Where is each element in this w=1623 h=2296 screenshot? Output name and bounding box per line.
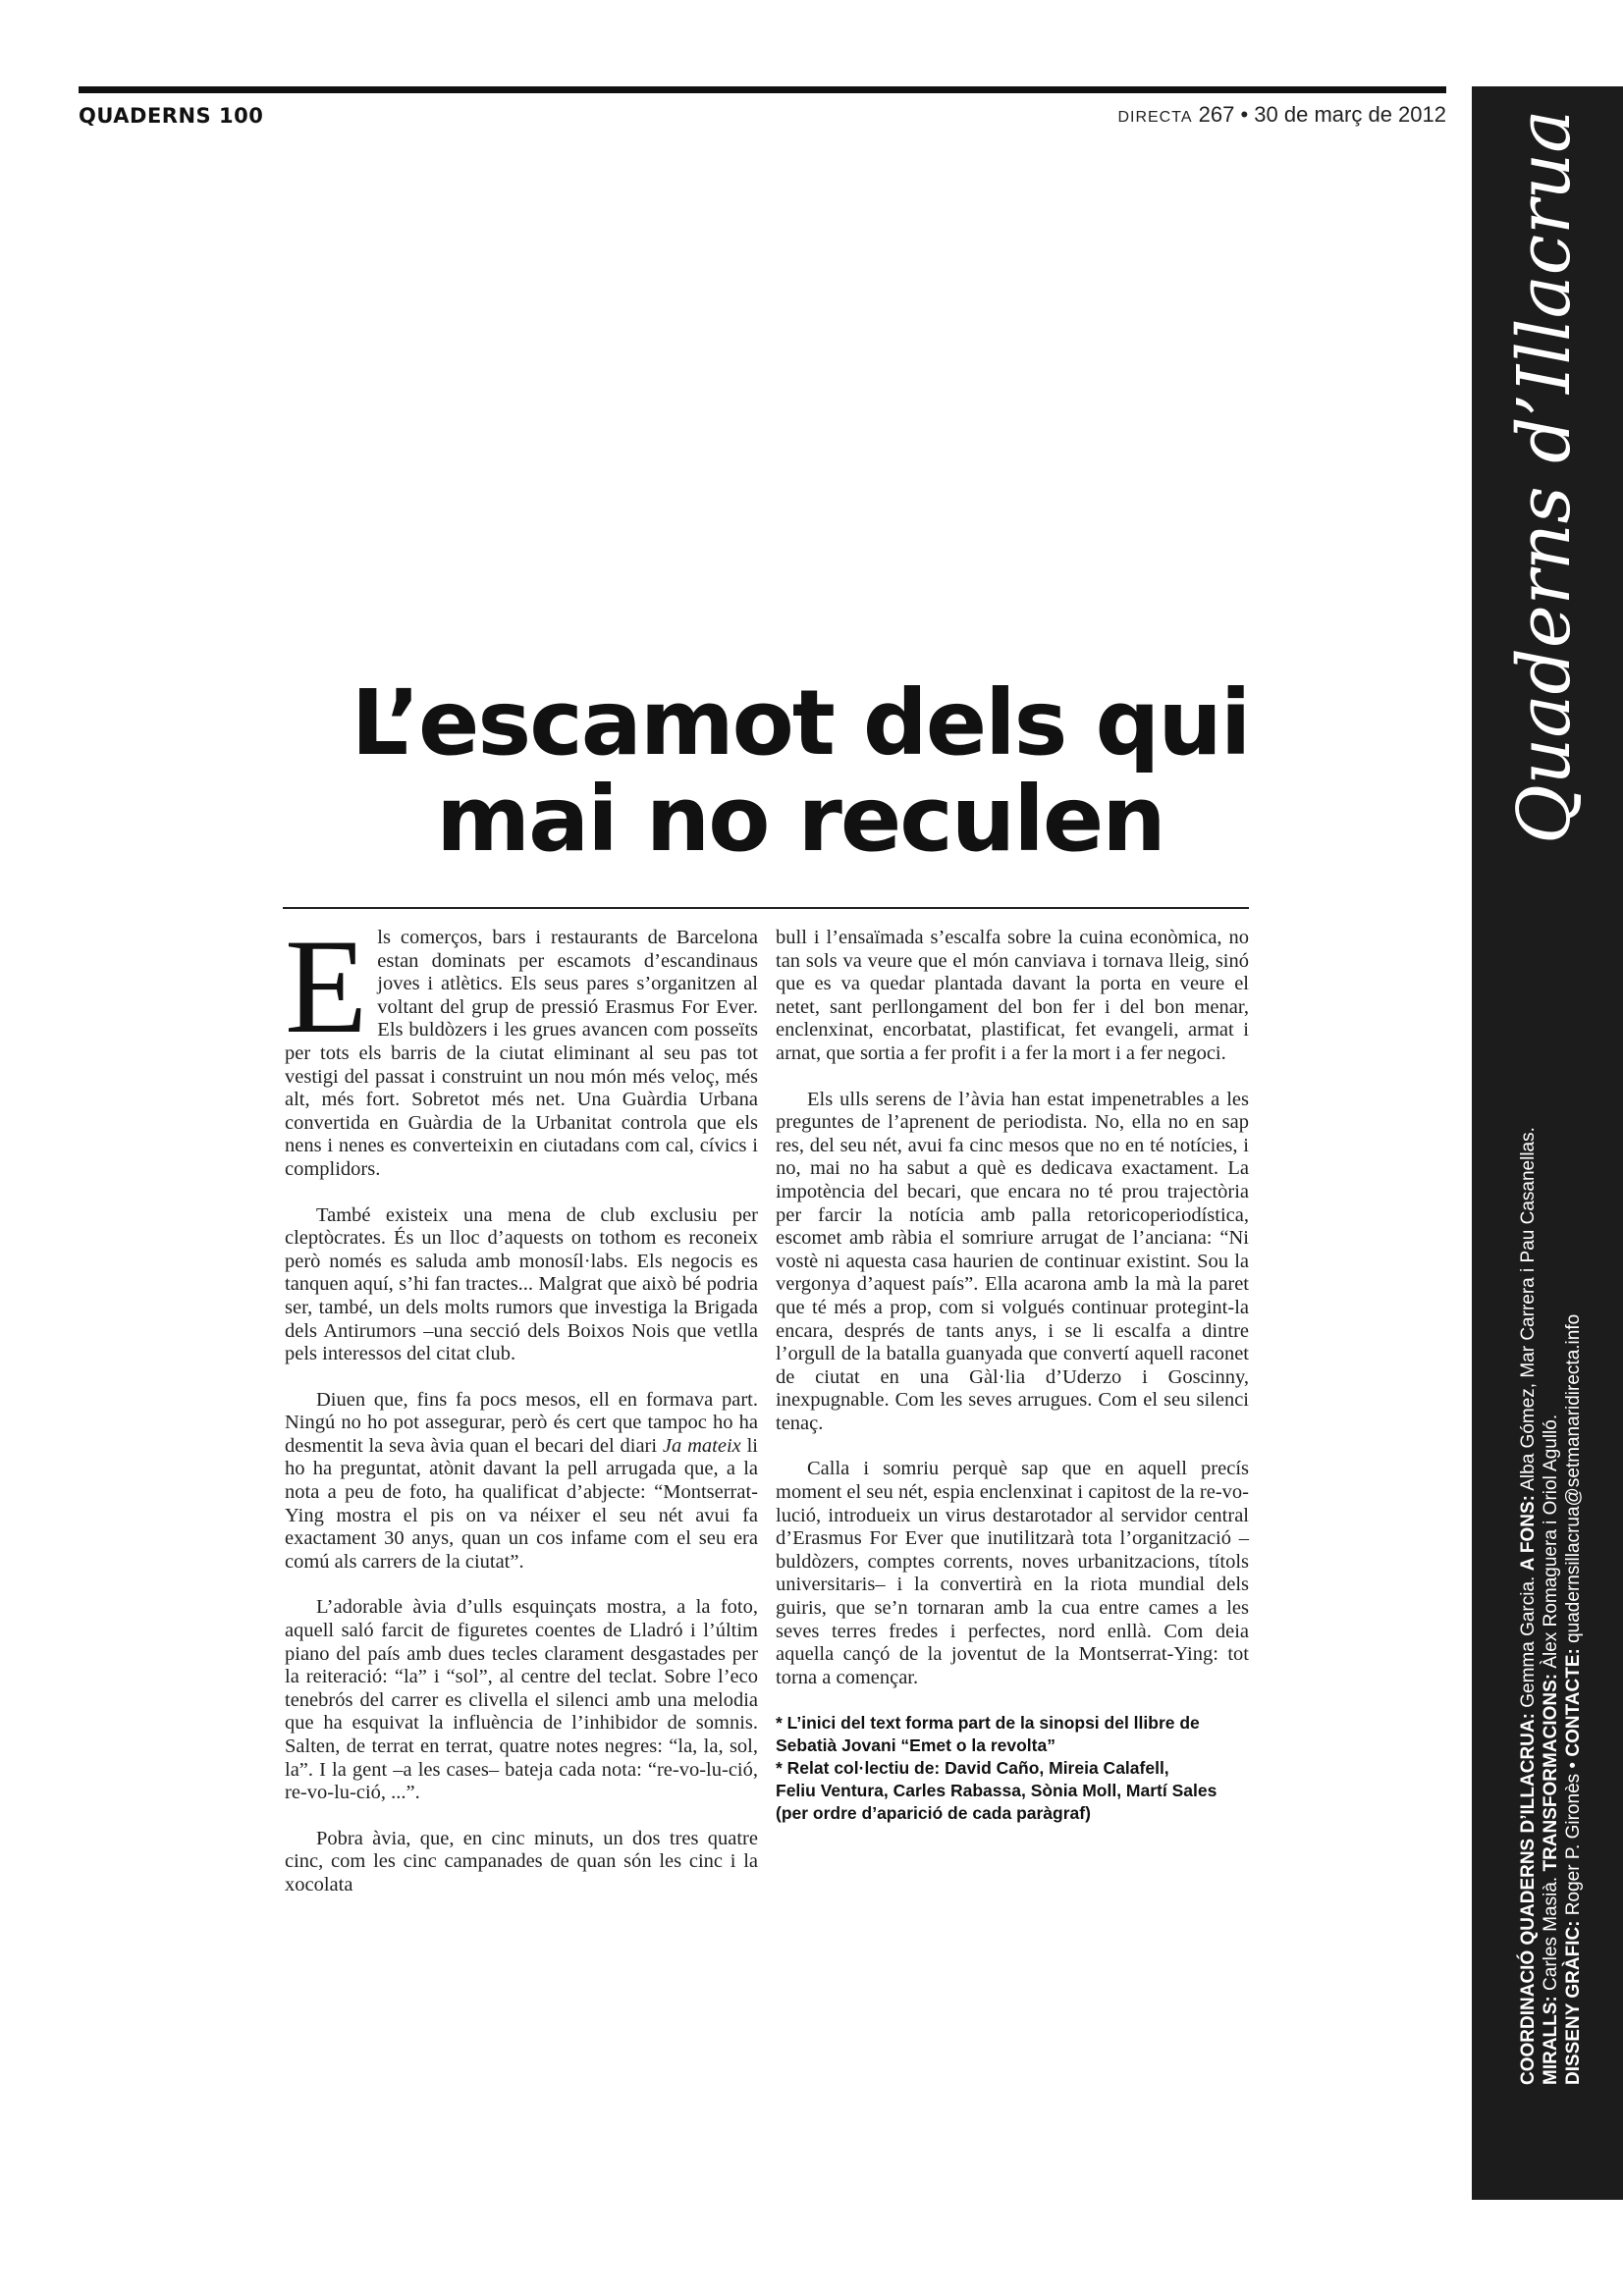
top-rule <box>79 86 1446 93</box>
paragraph-3: Diuen que, fins fa pocs mesos, ell en formava part. Ningú no ho pot assegurar, però és cert que tampoc ho ha desmentit la seva àvia quan el becari del diari Ja mateix li ho ha preguntat, atònit davant la pell arrugada que, a la nota a peu de foto, ha qualificat d’abjecte: “Montserrat-Ying mostra el pis on va néixer el seu nét avui fa exactament 30 anys, quan un cos infame com el seu era comú als carrers de la ciutat”. <box>285 1388 758 1573</box>
issue-number: 267 <box>1198 102 1235 127</box>
credits <box>1517 1127 1585 2085</box>
drop-cap: E <box>285 911 368 1061</box>
article-column-left <box>285 911 758 1920</box>
separator-bullet: • <box>1240 102 1249 127</box>
article-headline <box>285 670 1316 872</box>
contacte-email[interactable]: quadernsillacrua@setmanaridirecta.info <box>1563 1313 1584 1643</box>
coordination-label: COORDINACIÓ QUADERNS D’ILLACRUA: <box>1518 1713 1539 2085</box>
paragraph-5: Pobra àvia, que, en cinc minuts, un dos tres quatre cinc, com les cinc campanades de quan són les cinc i la xocolata <box>285 1827 758 1896</box>
headline-line-2: mai no reculen <box>436 767 1164 872</box>
fons-label: A FONS: <box>1518 1495 1539 1572</box>
newspaper-name: Ja mateix <box>662 1434 741 1457</box>
paragraph-7: Calla i somriu perquè sap que en aquell precís moment el seu nét, espia enclenxinat i capitost de la re-vo-lució, introdueix un virus destarotador al servidor central d’Erasmus For Ever que inutilitzarà tota l’organització –buldòzers, comptes corrents, noves urbanitzacions, títols universitaris– i la convertirà en la riota mundial dels guiris, que se’n tornaran amb la cua entre cames a les seves terres fredes i perfectes, nord enllà. Com deia aquella cançó de la joventut de la Montserrat-Ying: tot torna a començar. <box>776 1458 1249 1688</box>
sidebar-title: Quaderns d’Illacrua <box>1502 109 1587 844</box>
footnote-1-line-2: Sebatià Jovani “Emet o la revolta” <box>776 1735 1055 1756</box>
transformacions-value: Àlex Romaguera i Oriol Agulló. <box>1541 1414 1561 1669</box>
miralls-label: MIRALLS: <box>1541 1996 1561 2085</box>
credits-line-1 <box>1517 1127 1540 2085</box>
paragraph-5-continued: bull i l’ensaïmada s’escalfa sobre la cuina econòmica, no tan sols va veure que el món canviava i tornava lleig, sinó que es va quedar plantada davant la porta en veure el netet, sant perllongament del bon fer i del bon menar, enclenxinat, encorbatat, plastificat, fet evangeli, armat i arnat, que sortia a fer profit i a fer la mort i a fer negoci. <box>776 927 1249 1064</box>
footnote-2-line-2: Feliu Ventura, Carles Rabassa, Sònia Moll, Martí Sales <box>776 1781 1217 1801</box>
footnotes <box>776 1712 1249 1825</box>
transformacions-label: TRANSFORMACIONS: <box>1541 1673 1561 1872</box>
miralls-value: Carles Masià. <box>1541 1876 1561 1991</box>
article-column-right <box>776 927 1249 1825</box>
paragraph-2: També existeix una mena de club exclusiu per cleptòcrates. És un lloc d’aquests on tothom es reconeix però només es saluda amb monosíl·labs. Els negocis es tanquen aquí, s’hi fan tractes... Malgrat que això bé podria ser, també, un dels molts rumors que investiga la Brigada dels Antirumors –una secció dels Boixos Nois que vetlla pels interessos del citat club. <box>285 1203 758 1365</box>
headline-rule <box>283 907 1249 909</box>
issue-info <box>1117 102 1446 128</box>
footnote-2-line-3: (per ordre d’aparició de cada paràgraf) <box>776 1803 1091 1824</box>
publication-name: DIRECTA <box>1117 109 1193 126</box>
paragraph-4: L’adorable àvia d’ulls esquinçats mostra, a la foto, aquell saló farcit de figuretes coentes de Lladró i l’últim piano del país amb dues tecles clarament desgastades per la reiteració: “la” i “sol”, al centre del teclat. Sobre l’eco tenebrós del carrer es clivella el silenci amb una melodia que ha esquivat la influència de l’inhibidor de somnis. Salten, de terrat en terrat, quatre notes negres: “la, la, sol, la”. I la gent –a les cases– bateja cada nota: “re-vo-lu-ció, re-vo-lu-ció, ...”. <box>285 1596 758 1804</box>
coordination-value: Gemma Garcia. <box>1518 1575 1539 1708</box>
credits-line-3: DISSENY GRÀFIC: Roger P. Gironès • CONTACTE: quadernsillacrua@setmanaridirecta.info <box>1563 1313 1584 2085</box>
disseny-value: Roger P. Gironès <box>1563 1773 1584 1916</box>
paragraph-1: Els comerços, bars i restaurants de Barcelona estan dominats per escamots d’escandinaus joves i atlètics. Els seus pares s’organitzen al voltant del grup de pressió Erasmus For Ever. Els buldòzers i les grues avancen com posseïts per tots els barris de la ciutat eliminant al seu pas tot vestigi del passat i construint un nou món més veloç, més alt, més fort. Sobretot més net. Una Guàrdia Urbana convertida en Guàrdia de la Urbanitat controla que els nens i nenes es converteixin en ciutadans com cal, cívics i complidors. <box>285 911 758 1180</box>
footnote-1-line-1: * L’inici del text forma part de la sinopsi del llibre de <box>776 1713 1200 1734</box>
section-label: QUADERNS 100 <box>79 104 264 128</box>
issue-date: 30 de març de 2012 <box>1254 102 1446 127</box>
contacte-label: CONTACTE: <box>1563 1648 1584 1757</box>
headline-line-1: L’escamot dels qui <box>351 670 1250 775</box>
credits-line-2 <box>1540 1201 1562 2085</box>
fons-value: Alba Gómez, Mar Carrera i Pau Casanellas. <box>1518 1127 1539 1491</box>
disseny-label: DISSENY GRÀFIC: <box>1563 1920 1584 2085</box>
paragraph-6: Els ulls serens de l’àvia han estat impenetrables a les preguntes de l’aprenent de periodista. No, ella no en sap res, del seu nét, avui fa cinc mesos que no en té notícies, i no, mai no ha sabut a què es dedicava exactament. La impotència del becari, que encara no té prou trajectòria per farcir la notícia amb palla retoricoperiodística, escomet amb ràbia el somriure arrugat de l’anciana: “Ni vostè ni aquesta casa haurien de continuar existint. Sou la vergonya d’aquest país”. Ella acarona amb la mà la paret que té més a prop, com si volgués continuar protegint-la encara, després de tants anys, i se li escalfa a dintre l’orgull de la batalla guanyada que convertí aquell raconet de ciutat en una Gàl·lia d’Uderzo i Goscinny, inexpugnable. Com les seves arrugues. Com el seu silenci tenaç. <box>776 1088 1249 1434</box>
footnote-2-line-1: * Relat col·lectiu de: David Caño, Mireia Calafell, <box>776 1758 1169 1779</box>
